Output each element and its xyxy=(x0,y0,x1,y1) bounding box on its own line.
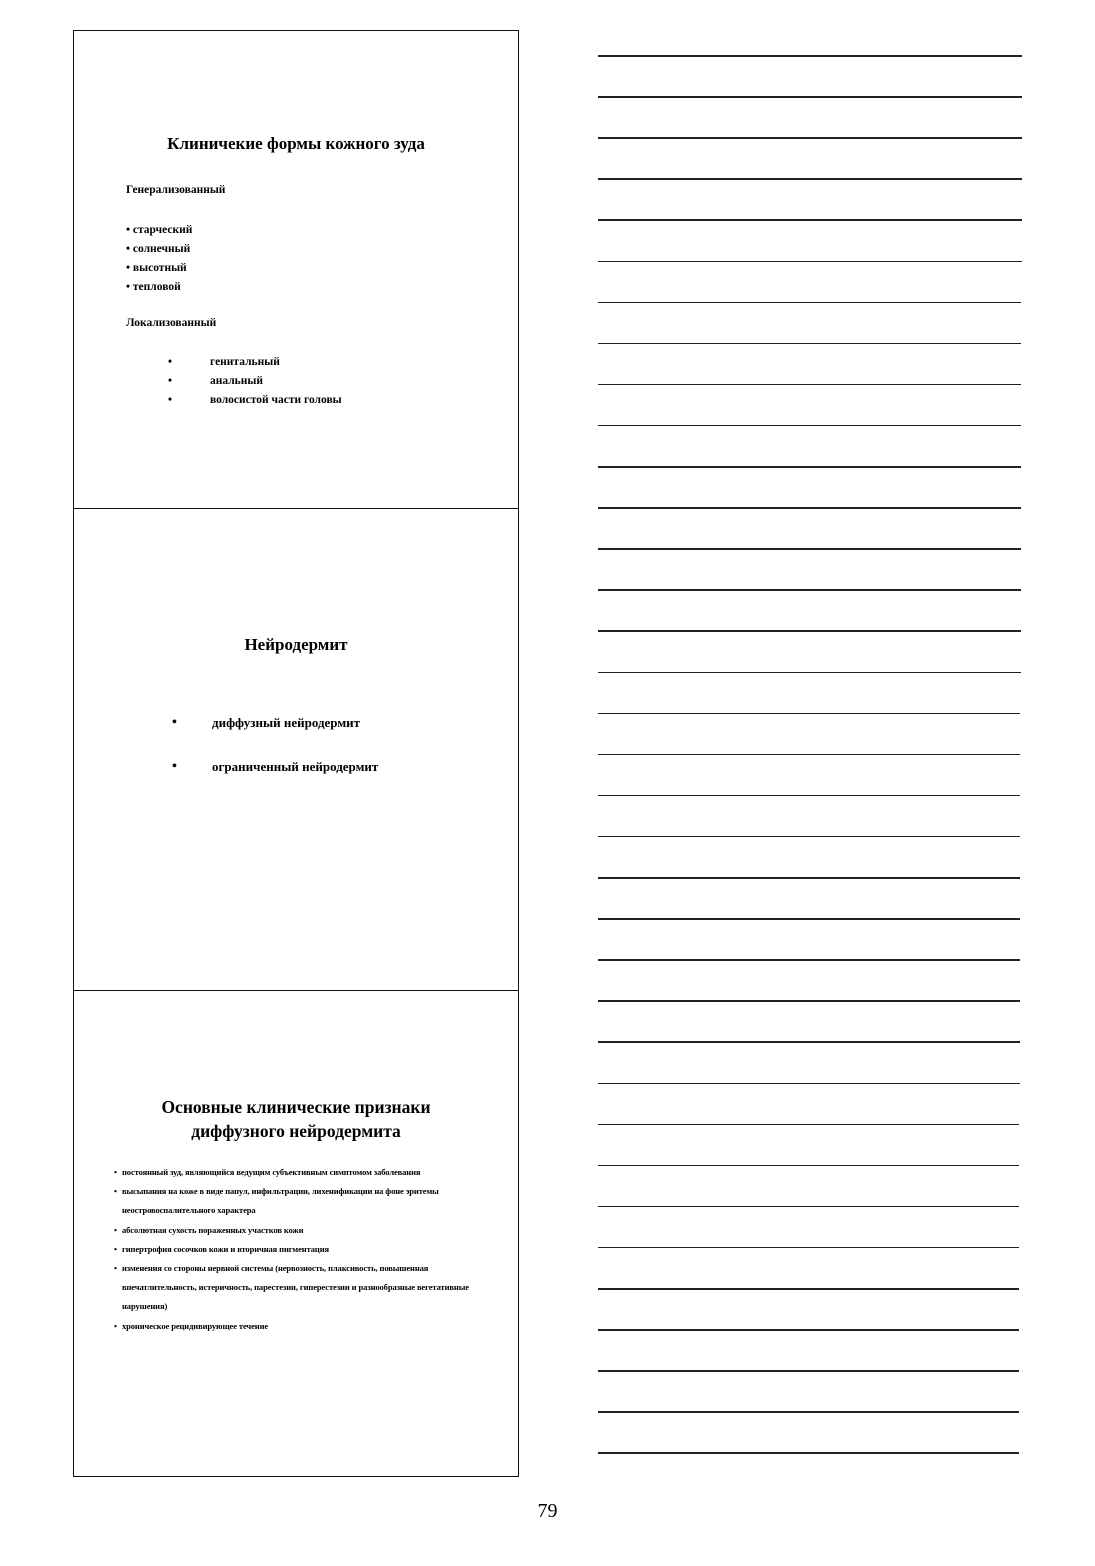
note-line xyxy=(598,1206,1019,1208)
list-item: • хроническое рецидивирующее течение xyxy=(114,1317,504,1336)
list-item: • абсолютная сухость пораженных участков кожи xyxy=(114,1221,504,1240)
note-line xyxy=(598,589,1021,591)
note-line xyxy=(598,178,1022,180)
note-line xyxy=(598,1083,1020,1085)
note-line xyxy=(598,261,1022,263)
slide-title-line: Основные клинические признаки xyxy=(161,1097,431,1117)
list-item: • волосистой части головы xyxy=(168,391,342,410)
note-line xyxy=(598,1000,1020,1002)
note-line xyxy=(598,343,1021,345)
list-item: • солнечный xyxy=(126,240,192,259)
note-line xyxy=(598,1452,1019,1454)
note-line xyxy=(598,507,1021,509)
note-line xyxy=(598,302,1021,304)
note-line xyxy=(598,1370,1019,1372)
slide-neurodermatitis xyxy=(74,508,518,990)
note-line xyxy=(598,754,1020,756)
list-item: • генитальный xyxy=(168,353,342,372)
note-line xyxy=(598,918,1020,920)
clinical-signs-list xyxy=(114,1163,504,1336)
section-heading-localized: Локализованный xyxy=(126,317,217,329)
note-line xyxy=(598,1041,1020,1043)
note-line xyxy=(598,219,1022,221)
slide-title-line: диффузного нейродермита xyxy=(191,1121,401,1141)
list-item: • изменения со стороны нервной системы (нервозность, плаксивость, повышенная впечатлительность, истеричность, парестезии, гиперестезии и разнообразные вегетативные нарушения) xyxy=(114,1259,504,1317)
note-line xyxy=(598,1165,1019,1167)
note-line xyxy=(598,877,1020,879)
list-item: • диффузный нейродермит xyxy=(168,715,378,759)
neurodermatitis-types-list xyxy=(168,715,378,803)
note-line xyxy=(598,795,1020,797)
note-line xyxy=(598,55,1022,57)
note-line xyxy=(598,384,1021,386)
note-line xyxy=(598,425,1021,427)
note-line xyxy=(598,96,1022,98)
note-line xyxy=(598,713,1020,715)
note-line xyxy=(598,1411,1019,1413)
list-item: • высыпания на коже в виде папул, инфильтрации, лихенификации на фоне эритемы неостровоспалительного характера xyxy=(114,1182,504,1220)
localized-list xyxy=(168,353,342,410)
note-line xyxy=(598,137,1022,139)
note-line xyxy=(598,836,1020,838)
note-line xyxy=(598,959,1020,961)
list-item: • анальный xyxy=(168,372,342,391)
list-item: • гипертрофия сосочков кожи и вторичная пигментация xyxy=(114,1240,504,1259)
slide-pruritus-forms xyxy=(74,31,518,508)
note-line xyxy=(598,1329,1019,1331)
note-line xyxy=(598,1288,1019,1290)
note-line xyxy=(598,1247,1019,1249)
slide-title: Нейродермит xyxy=(244,635,348,654)
list-item: • постоянный зуд, являющийся ведущим субъективным симптомом заболевания xyxy=(114,1163,504,1182)
section-heading-generalized: Генерализованный xyxy=(126,184,226,196)
note-line xyxy=(598,672,1021,674)
page-number: 79 xyxy=(537,1500,558,1522)
slide-clinical-signs xyxy=(74,990,518,1476)
list-item: • высотный xyxy=(126,259,192,278)
slide-title xyxy=(74,1095,518,1143)
list-item: • старческий xyxy=(126,221,192,240)
note-line xyxy=(598,1124,1019,1126)
list-item: • ограниченный нейродермит xyxy=(168,759,378,803)
generalized-list xyxy=(126,221,192,297)
note-line xyxy=(598,466,1021,468)
slide-title: Клиничекие формы кожного зуда xyxy=(167,134,425,153)
note-line xyxy=(598,548,1021,550)
list-item: • тепловой xyxy=(126,278,192,297)
note-line xyxy=(598,630,1021,632)
slides-frame xyxy=(73,30,519,1477)
